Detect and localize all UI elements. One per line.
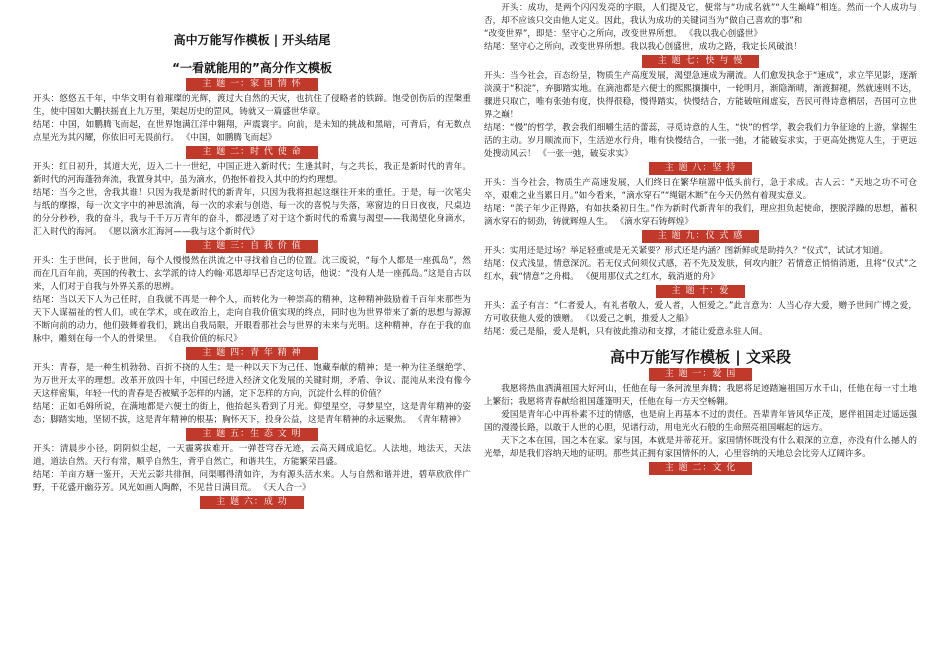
document-title: 高中万能写作模板 | 开头结尾 <box>173 33 331 47</box>
paragraph: 结尾：当今之世，舍我其谁！只因为我是新时代的新青年，只因为我将担起这继往开来的重任。于是，每一次笔尖与纸的摩擦，每一次文字中的神思流淌，每一次的求索与创造、每一次的喜悦与失落，寒窗边的日日夜夜，尺桌边的分分秒秒，我的奋斗，我与千千万万青年的奋斗，都浸透了对于这个新时代的希冀与渴望——我渴望化身滴水，汇入时代的海河。 《愿以滴水汇海河——我与这个新时代》 <box>33 188 471 237</box>
paragraph: 开头：青春，是一种生机勃勃、百折不挠的人生；是一种以天下为己任、饱藏奉献的精神；是一种为往圣继绝学、为万世开太平的理想。改革开放四十年，中国已经进入经济文化发展的关键时期，矛盾、争议、混沌从来没有像今天这样密集，年轻一代的青春是否被赋予怎样的内涵，定下怎样的方向，沉淀什么样的价值？ <box>33 363 471 399</box>
section-heading: 主 题 九：仪 式 感 <box>642 230 759 243</box>
section-heading: 主 题 五：生 态 文 明 <box>186 428 317 441</box>
section-heading: 主 题 七：快 与 慢 <box>642 55 759 68</box>
document-title-2: 高中万能写作模板 | 文采段 <box>610 348 791 366</box>
paragraph: 结尾：正如毛姆所说，在满地都是六便士的街上，他抬起头看到了月光。仰望星空，寻梦星空，这是青年精神的姿态；脚踏实地，坚韧不拔，这是青年精神的根基；胸怀天下，投身公益，这是青年精神的永远聚焦。 《青年精神》 <box>33 402 471 425</box>
paragraph: 天下之本在国，国之本在家。家与国，本就是并蒂花开。家国情怀既没有什么艰深的立意，亦没有什么撼人的光晕，却是我们容纳天地的证明。那些其正拥有家国情怀的人，心里容纳的天地总会比旁人辽阔许多。 <box>484 436 917 459</box>
section-heading: 主 题 二：文 化 <box>649 462 753 475</box>
section-heading: 主 题 十：爱 <box>656 285 746 298</box>
paragraph: 结尾：中国，如鹏腾飞而起，在世界饱满江洋中翱翔，声震寰宇。向前，是未知的挑战和黑暗，可背后，有无数点点星光为其闪耀，你依旧可无畏前行。 《中国，如鹏腾飞而起》 <box>33 120 471 143</box>
section-heading: 主 题 八：坚 持 <box>649 162 753 175</box>
title-sub: 开头结尾 <box>282 33 331 47</box>
section-heading: 主 题 二：时 代 使 命 <box>186 146 317 159</box>
paragraph: 开头：生于世间，长于世间，每个人慢慢然在洪流之中寻找着自己的位置。沈三废说，“每个人都是一座孤岛”，然而在几百年前，英国的传教士、玄学派的诗人约翰·邓恩却早已否定这句话，他说：“没有人是一座孤岛。”这是自古以来，人们对于自我与外界关系的思辨。 <box>33 256 471 292</box>
paragraph: 开头：成功，是两个闪闪发亮的字眼，人们提及它，便常与“功成名就”“人生巅峰”相连。然而一个人成功与否，却不应该只交由他人定义。因此，我认为成功的关键词当为“做自己喜欢的事”和 <box>484 3 917 26</box>
paragraph: 开头：当今社会，物质生产高速发展，人们终日在繁华喧嚣中低头前行，急于求成。古人云：“天地之功不可仓卒，艰难之业当累日月。”如今看来，“滴水穿石”“绳锯木断”在今天仍然有着现实意义。 <box>484 178 917 201</box>
title-sub: 文采段 <box>745 348 791 366</box>
paragraph: 开头：孟子有言：“仁者爱人，有礼者敬人，爱人者，人恒爱之。”此言意为：人当心存大爱，赠予世间广博之爱，方可收获他人爱的馈赠。 《以爱己之帆，推爱人之船》 <box>484 301 917 324</box>
section-heading: 主 题 三：自 我 价 值 <box>186 240 317 253</box>
section-heading: 主 题 四：青 年 精 神 <box>186 347 317 360</box>
paragraph: 结尾：“羡子年少正得路，有如扶桑初日生。”作为新时代新青年的我们，理应担负起使命，摆脱浮躁的思想，蓄积滴水穿石的韧劲，铸就辉煌人生。 《滴水穿石铸辉煌》 <box>484 204 917 227</box>
right-column <box>484 0 917 477</box>
paragraph: 结尾：当以天下人为己任时，自我就不再是一种个人，而转化为一种崇高的精神，这种精神鼓励着千百年来那些为天下人谋福祉的哲人们，或在学术，或在政治上，走向自我价值实现的终点，同时也为世界带来了新的思想与源源不断向前的动力，他们鼓舞着我们，跳出自我局限，开眼看那社会与世界的未来与光明。这种精神，存在于我的血脉中，雕刻在每一个人的骨梁里。 《自我价值的标尺》 <box>33 295 471 344</box>
paragraph: 开头：悠悠五千年，中华文明有着璀璨的光辉，渡过大自然的天灾，也抗住了侵略者的铁蹄。饱受创伤后的涅槃重生，使中国如大鹏扶摇直上九万里，架起历史的罡风，铸就又一篇盛世华章。 <box>33 94 471 117</box>
paragraph: 结尾：坚守心之所向，改变世界所想。我以我心创盛世，成功之路，我定长风破浪！ <box>484 42 802 52</box>
title-main: 高中万能写作模板 <box>610 348 731 366</box>
left-column <box>33 0 471 511</box>
paragraph: 开头：实用还是过场？举足轻重或是无关紧要？形式还是内涵？图新鲜或是助持久？“仪式”，试试才知道。 <box>484 246 889 256</box>
section-heading: 主 题 一：爱 国 <box>649 368 753 381</box>
paragraph: 结尾：爱己是船，爱人是帆，只有彼此推动和支撑，才能让爱意永驻人间。 <box>484 327 768 337</box>
paragraph: 开头：清晨步小径，阴阴似尘起，一天霾雾拔难开。一弹苍穹吞无迹，云高天阔成追忆。人法地，地法天，天法道，道法自然。天行有常，顺乎自然生，背乎自然亡，和谐共生，方能繁荣昌盛。 <box>33 444 471 467</box>
paragraph: 爱国是青年心中再朴素不过的情感，也是肩上再基本不过的责任。吾辈青年皆风华正茂，愿伴祖国走过遥远强国的漫漫长路，以敢于人世的心胆，见诸行动，用电光火石般的生命照亮祖国崛起的远方。 <box>484 410 917 433</box>
document-subtitle: “一看就能用的”高分作文模板 <box>172 61 332 75</box>
section-heading: 主 题 一：家 国 情 怀 <box>186 78 317 91</box>
section-heading: 主 题 六：成 功 <box>200 496 304 509</box>
paragraph: 结尾：羊亩方塘一鉴开，天光云影共徘徊，问渠哪得清如许，为有源头活水来。人与自然和谐并进，碧草欣欣伴广野，千花盛开幽芬芳。风光如画人陶醉，不见昔日满目荒。 《天人合一》 <box>33 470 471 493</box>
paragraph: 开头：红日初升，其道大光，迈入二十一世纪，中国正进入新时代；生逢其时，与之共长，我正是新时代的青年。新时代的河海蓬勃奔流，我置身其中，虽为滴水，仍抱怀着投入其中的灼灼理想。 <box>33 162 471 185</box>
paragraph: 结尾：“慢”的哲学，教会我们细嚼生活的蕾蕊，寻觅诗意的人生，“快”的哲学，教会我们力争征途的上游，掌握生活的主动。岁月顺流而下，生活逆水行舟，唯有快慢结合，一张一弛，才能破妄求实，于更高处携览人生，于更远处搜动风云！ 《一张一弛，破妄求实》 <box>484 123 917 159</box>
paragraph: 我愿将热血洒满祖国大好河山，任他在每一条河流里奔腾；我愿将足迹踏遍祖国万水千山，任他在每一寸土地上繁衍；我愿将青春献给祖国蓬篷明天，任他在每一方天空畅翱。 <box>484 384 917 407</box>
paragraph: 结尾：仪式浅显，情意深沉。若无仪式何须仪式感，若不先及发肤，何攻内脏？若情意正悄悄消逝，且将“仪式”之红水，载“情意”之舟楫。 《便用那仪式之红水，载消逝的舟》 <box>484 259 917 282</box>
title-main: 高中万能写作模板 <box>173 33 270 47</box>
paragraph: 开头：当今社会，百态纷呈，物质生产高度发展，渴望急速成为潮流。人们愈发执念于“速成”，求立竿见影，逐渐淡漠于“积淀”，弃脚踏实地。在滴池都是六便士的熙熙攘攘中，一轮明月，渐隐渐晴，渐渡摒褪，然就速则不达，骤进只取亡，唯有张弛有度，快得很稳，慢得踏实，快慢结合，方能破喧闹虚妄，吾民可得诗意栖居，吾国可立世界之巅！ <box>484 71 917 120</box>
paragraph: “改变世界”，即是：坚守心之所向，改变世界所想。 《我以我心创盛世》 <box>484 29 763 39</box>
